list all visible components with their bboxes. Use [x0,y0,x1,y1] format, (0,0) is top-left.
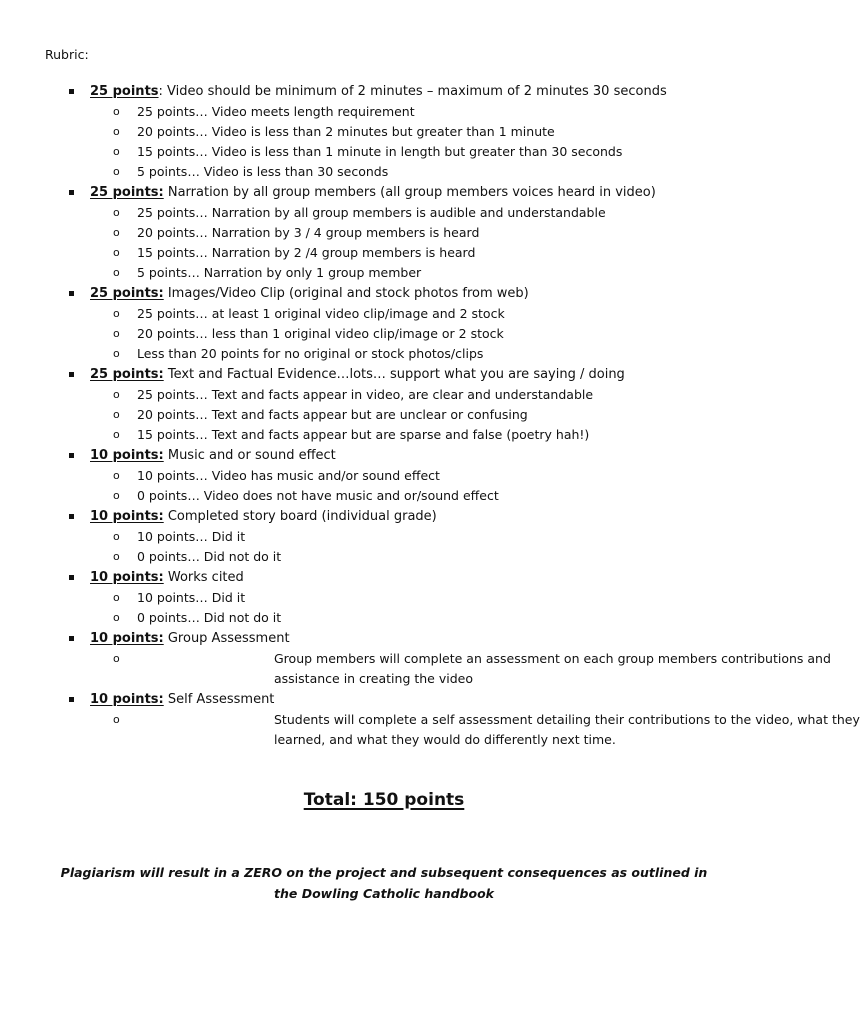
criterion-points: 25 points: [90,185,164,200]
subitem-text: 20 points… Text and facts appear but are unclear or confusing [137,407,528,422]
criterion-points: 25 points: [90,367,164,382]
circle-bullet-icon: o [113,145,120,158]
square-bullet-icon [69,636,74,641]
circle-bullet-icon: o [113,408,120,421]
plagiarism-notice: Plagiarism will result in a ZERO on the project and subsequent consequences as outlined in the Dowling Catholic handbook [60,865,708,901]
criterion-subitem [0,263,768,283]
criterion-description: : Video should be minimum of 2 minutes – maximum of 2 minutes 30 seconds [158,84,667,99]
criterion-line [0,283,768,304]
square-bullet-icon [69,372,74,377]
criterion-subitem [0,304,768,324]
square-bullet-icon [69,575,74,580]
circle-bullet-icon: o [113,530,120,543]
criterion-subitem [0,324,768,344]
rubric-criterion [0,567,768,628]
criterion-text [90,567,244,588]
criterion-line [0,628,768,649]
criterion-subitem [0,344,768,364]
rubric-criterion [0,445,768,506]
circle-bullet-icon: o [113,347,120,360]
criterion-text [90,182,656,203]
criterion-description: Images/Video Clip (original and stock photos from web) [163,286,529,301]
circle-bullet-icon: o [113,226,120,239]
criterion-line [0,445,768,466]
criterion-subitem [0,588,768,608]
circle-bullet-icon: o [113,428,120,441]
circle-bullet-icon: o [113,307,120,320]
criterion-description: Group Assessment [163,631,290,646]
criterion-subitem [0,142,768,162]
subitem-text: 5 points… Narration by only 1 group member [137,265,422,280]
circle-bullet-icon: o [113,165,120,178]
circle-bullet-icon: o [113,489,120,502]
criterion-description: Self Assessment [163,692,275,707]
subitem-text: 0 points… Did not do it [137,610,282,625]
subitem-text: 25 points… at least 1 original video clip/image and 2 stock [137,306,505,321]
circle-bullet-icon: o [113,125,120,138]
circle-bullet-icon: o [113,550,120,563]
subitem-text: 0 points… Did not do it [137,549,282,564]
circle-bullet-icon: o [113,246,120,259]
subitem-text: 15 points… Narration by 2 /4 group members is heard [137,245,476,260]
rubric-criterion [0,81,768,182]
rubric-criterion [0,506,768,567]
criterion-points: 10 points: [90,509,164,524]
criterion-subitem [0,649,831,689]
subitem-text: 0 points… Video does not have music and or/sound effect [137,488,499,503]
criterion-text [90,283,529,304]
circle-bullet-icon: o [113,713,120,726]
criterion-subitem [0,710,860,750]
subitem-text: Students will complete a self assessment detailing their contributions to the video, what they learned, and what they would do differently next time. [274,712,860,747]
rubric-criterion [0,364,768,445]
criterion-subitem [0,223,768,243]
criterion-points: 10 points: [90,631,164,646]
circle-bullet-icon: o [113,591,120,604]
rubric-criterion [0,182,768,283]
criterion-line [0,81,768,102]
criterion-text [90,81,667,102]
criterion-subitem [0,102,768,122]
circle-bullet-icon: o [113,388,120,401]
square-bullet-icon [69,514,74,519]
subitem-text: 10 points… Did it [137,529,246,544]
subitem-text: 20 points… Narration by 3 / 4 group members is heard [137,225,480,240]
square-bullet-icon [69,697,74,702]
criterion-subitem [0,486,768,506]
circle-bullet-icon: o [113,652,120,665]
criterion-description: Narration by all group members (all group members voices heard in video) [163,185,656,200]
criterion-subitem [0,547,768,567]
square-bullet-icon [69,190,74,195]
square-bullet-icon [69,89,74,94]
criterion-subitem [0,162,768,182]
subitem-text: 20 points… less than 1 original video clip/image or 2 stock [137,326,504,341]
criterion-text [90,445,336,466]
total-points: Total: 150 points [303,790,465,810]
criterion-points: 25 points: [90,286,164,301]
criterion-subitem [0,203,768,223]
criterion-line [0,567,768,588]
criterion-text [90,628,290,649]
criterion-description: Text and Factual Evidence…lots… support what you are saying / doing [163,367,625,382]
criterion-subitem [0,122,768,142]
criterion-line [0,182,768,203]
criterion-subitem [0,405,768,425]
criterion-points: 10 points: [90,570,164,585]
rubric-criterion [0,689,860,750]
subitem-text: 5 points… Video is less than 30 seconds [137,164,389,179]
circle-bullet-icon: o [113,206,120,219]
square-bullet-icon [69,453,74,458]
subitem-text: 10 points… Did it [137,590,246,605]
criterion-description: Music and or sound effect [163,448,336,463]
criterion-subitem [0,385,768,405]
criterion-line [0,506,768,527]
criterion-subitem [0,527,768,547]
circle-bullet-icon: o [113,327,120,340]
criteria-list [0,81,860,750]
criterion-text [90,364,625,385]
criterion-subitem [0,466,768,486]
subitem-text: 25 points… Narration by all group members is audible and understandable [137,205,606,220]
criterion-description: Works cited [163,570,244,585]
rubric-heading: Rubric: [45,47,89,62]
subitem-text: 25 points… Text and facts appear in video, are clear and understandable [137,387,594,402]
criterion-points: 10 points: [90,448,164,463]
subitem-text: Less than 20 points for no original or stock photos/clips [137,346,484,361]
criterion-text [90,689,274,710]
subitem-text: Group members will complete an assessment on each group members contributions and assistance in creating the video [274,651,831,686]
criterion-line [0,364,768,385]
subitem-text: 15 points… Video is less than 1 minute in length but greater than 30 seconds [137,144,623,159]
circle-bullet-icon: o [113,105,120,118]
square-bullet-icon [69,291,74,296]
criterion-subitem [0,243,768,263]
criterion-line [0,689,768,710]
rubric-criterion [0,283,768,364]
circle-bullet-icon: o [113,469,120,482]
subitem-text: 10 points… Video has music and/or sound effect [137,468,440,483]
criterion-description: Completed story board (individual grade) [163,509,437,524]
subitem-text: 15 points… Text and facts appear but are sparse and false (poetry hah!) [137,427,590,442]
criterion-subitem [0,608,768,628]
circle-bullet-icon: o [113,611,120,624]
criterion-points: 25 points [90,84,159,99]
circle-bullet-icon: o [113,266,120,279]
rubric-criterion [0,628,831,689]
subitem-text: 20 points… Video is less than 2 minutes but greater than 1 minute [137,124,555,139]
criterion-subitem [0,425,768,445]
criterion-points: 10 points: [90,692,164,707]
subitem-text: 25 points… Video meets length requirement [137,104,415,119]
criterion-text [90,506,437,527]
